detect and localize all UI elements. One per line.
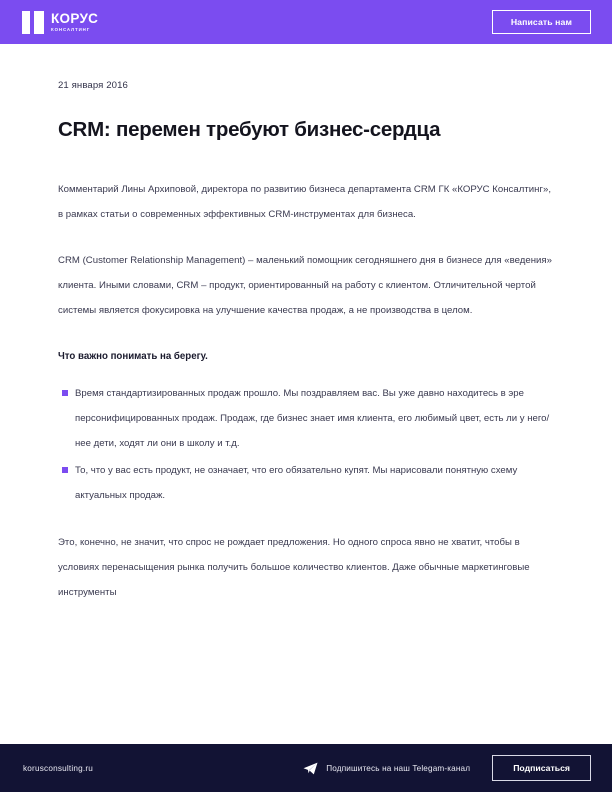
article-content <box>0 44 612 622</box>
article-bullet-list <box>58 381 554 508</box>
site-footer <box>0 744 612 792</box>
korus-logo-icon <box>22 11 44 34</box>
article-paragraph: Это, конечно, не значит, что спрос не рождает предложения. Но одного спроса явно не хватит, чтобы в условиях перенасыщения рынка получить большое количество клиентов. Даже обычные маркетинговые инструменты <box>58 536 530 598</box>
list-item <box>58 381 554 456</box>
list-item-text: То, что у вас есть продукт, не означает, что его обязательно купят. Мы нарисовали понятную схему актуальных продаж. <box>75 464 518 501</box>
footer-telegram-block <box>303 762 470 775</box>
page-title: CRM: перемен требуют бизнес-сердца <box>58 118 441 141</box>
telegram-plane-icon <box>303 762 318 775</box>
bullet-marker-icon <box>62 467 68 473</box>
brand-name: КОРУС <box>51 10 99 26</box>
article-paragraph: CRM (Customer Relationship Management) – маленький помощник сегодняшнего дня в бизнесе для «ведения» клиента. Иными словами, CRM – продукт, ориентированный на работу с клиентом. Отличительной чертой системы является фокусировка на улучшение качества продаж, а не производства в целом. <box>58 254 552 316</box>
bullet-marker-icon <box>62 390 68 396</box>
contact-us-button[interactable]: Написать нам <box>492 10 591 35</box>
brand-subtitle: КОНСАЛТИНГ <box>51 26 91 32</box>
article-paragraph: Комментарий Лины Архиповой, директора по развитию бизнеса департамента CRM ГК «КОРУС Консалтинг», в рамках статьи о современных эффективных CRM-инструментах для бизнеса. <box>58 183 552 220</box>
footer-website-link[interactable]: korusconsulting.ru <box>23 763 94 773</box>
footer-telegram-text: Подпишитесь на наш Telegam-канал <box>326 763 471 773</box>
article-body <box>58 177 554 605</box>
brand-logo[interactable] <box>22 11 98 34</box>
brand-text <box>51 12 98 32</box>
subscribe-button[interactable]: Подписаться <box>492 755 591 782</box>
article-date: 21 января 2016 <box>58 80 128 91</box>
list-item-text: Время стандартизированных продаж прошло. Мы поздравляем вас. Вы уже давно находитесь в эре персонифицированных продаж. Продаж, где бизнес знает имя клиента, его любимый цвет, есть ли у него/нее дети, ходят ли они в школу и т.д. <box>75 387 550 449</box>
site-header <box>0 0 612 44</box>
list-item <box>58 458 554 508</box>
article-lead-in: Что важно понимать на берегу. <box>58 350 208 362</box>
